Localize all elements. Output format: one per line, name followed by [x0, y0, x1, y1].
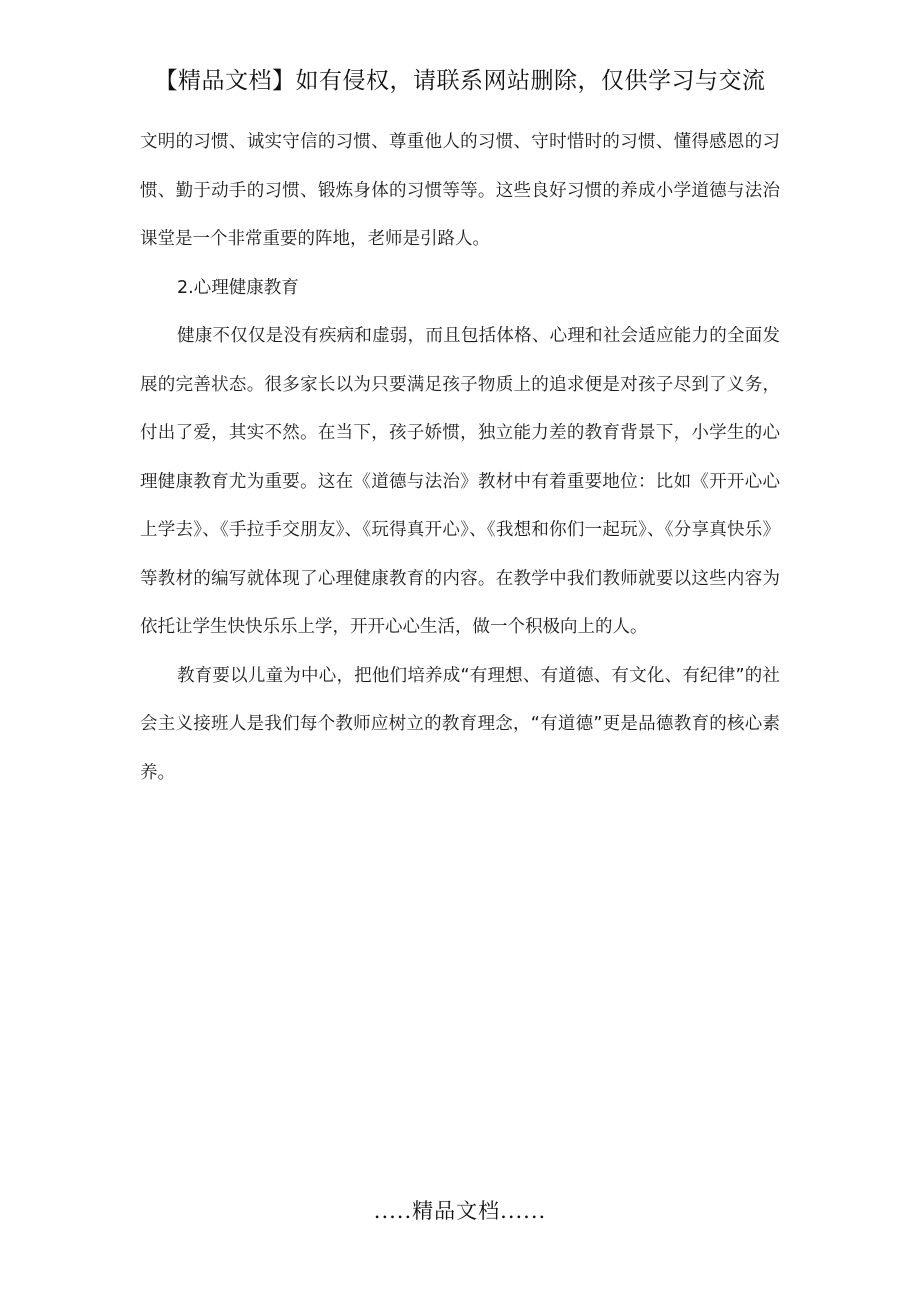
- paragraph-mental-health: 健康不仅仅是没有疾病和虚弱，而且包括体格、心理和社会适应能力的全面发展的完善状态。很多家长以为只要满足孩子物质上的追求便是对孩子尽到了义务，付出了爱，其实不然。在当下，孩子娇惯，独立能力差的教育背景下，小学生的心理健康教育尤为重要。这在《道德与法治》教材中有着重要地位：比如《开开心心上学去》、《手拉手交朋友》、《玩得真开心》、《我想和你们一起玩》、《分享真快乐》等教材的编写就体现了心理健康教育的内容。在教学中我们教师就要以这些内容为依托让学生快快乐乐上学，开开心心生活，做一个积极向上的人。: [140, 326, 780, 637]
- paragraph-habits: 文明的习惯、诚实守信的习惯、尊重他人的习惯、守时惜时的习惯、懂得感恩的习惯、勤于动手的习惯、锻炼身体的习惯等等。这些良好习惯的养成小学道德与法治课堂是一个非常重要的阵地，老师是引路人。: [140, 132, 780, 249]
- page-footer: .....精品文档......: [373, 1199, 547, 1223]
- section-heading-mental-health: 2.心理健康教育: [177, 277, 299, 298]
- paragraph-child-centered: 教育要以儿童为中心，把他们培养成“有理想、有道德、有文化、有纪律”的社会主义接班人是我们每个教师应树立的教育理念，“有道德”更是品德教育的核心素养。: [140, 665, 780, 783]
- document-body: [140, 118, 780, 797]
- page-header: 【精品文档】如有侵权，请联系网站删除，仅供学习与交流: [154, 68, 766, 94]
